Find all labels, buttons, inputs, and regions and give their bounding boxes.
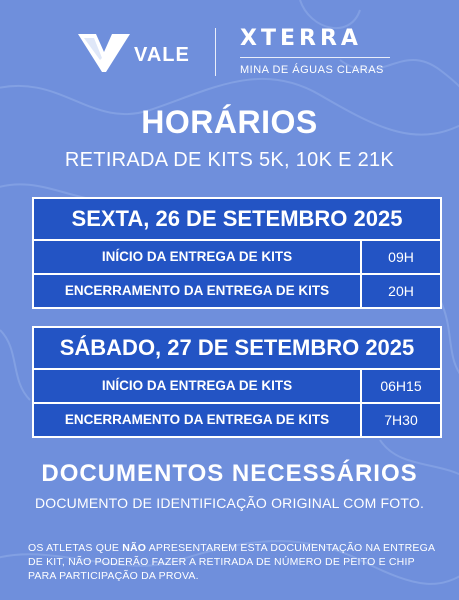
row-label: ENCERRAMENTO DA ENTREGA DE KITS: [34, 404, 362, 436]
schedule-row: [34, 370, 440, 404]
day-header: SÁBADO, 27 DE SETEMBRO 2025: [34, 328, 440, 370]
documents-title: DOCUMENTOS NECESSÁRIOS: [41, 460, 418, 487]
schedule-row: [34, 275, 440, 307]
xterra-divider: [240, 57, 390, 58]
vale-logo-text: VALE: [134, 44, 190, 66]
documents-text: DOCUMENTO DE IDENTIFICAÇÃO ORIGINAL COM FOTO.: [34, 495, 425, 511]
vale-v-icon: [78, 30, 130, 72]
row-label: INÍCIO DA ENTREGA DE KITS: [34, 370, 362, 402]
notice-bold: NÃO: [122, 542, 147, 554]
notice-after: APRESENTAREM ESTA DOCUMENTAÇÃO NA ENTREGA DE KIT, NÃO PODERÃO FAZER A RETIRADA DE NÚMERO DE PEITO E CHIP PARA PARTICIPAÇÃO DA PROVA.: [28, 542, 435, 582]
day-header: SEXTA, 26 DE SETEMBRO 2025: [34, 199, 440, 241]
schedule-box-friday: [32, 197, 442, 309]
schedule-row: [34, 404, 440, 436]
row-label: ENCERRAMENTO DA ENTREGA DE KITS: [34, 275, 362, 307]
schedule-row: [34, 241, 440, 275]
row-time: 7H30: [384, 412, 418, 428]
notice-before: OS ATLETAS QUE: [28, 542, 123, 554]
row-time: 20H: [388, 283, 414, 299]
row-time: 06H15: [380, 378, 422, 394]
notice-text: [28, 541, 438, 583]
page-subtitle: RETIRADA DE KITS 5K, 10K E 21K: [64, 149, 395, 171]
row-label: INÍCIO DA ENTREGA DE KITS: [34, 241, 362, 273]
xterra-logo: [240, 26, 400, 76]
xterra-subtitle: MINA DE ÁGUAS CLARAS: [240, 64, 384, 76]
logo-divider: [215, 28, 216, 76]
row-time: 09H: [388, 249, 414, 265]
schedule-box-saturday: [32, 326, 442, 438]
xterra-logo-text: XTERRA: [240, 26, 362, 51]
vale-logo: [78, 30, 198, 72]
page-title: HORÁRIOS: [141, 104, 318, 140]
